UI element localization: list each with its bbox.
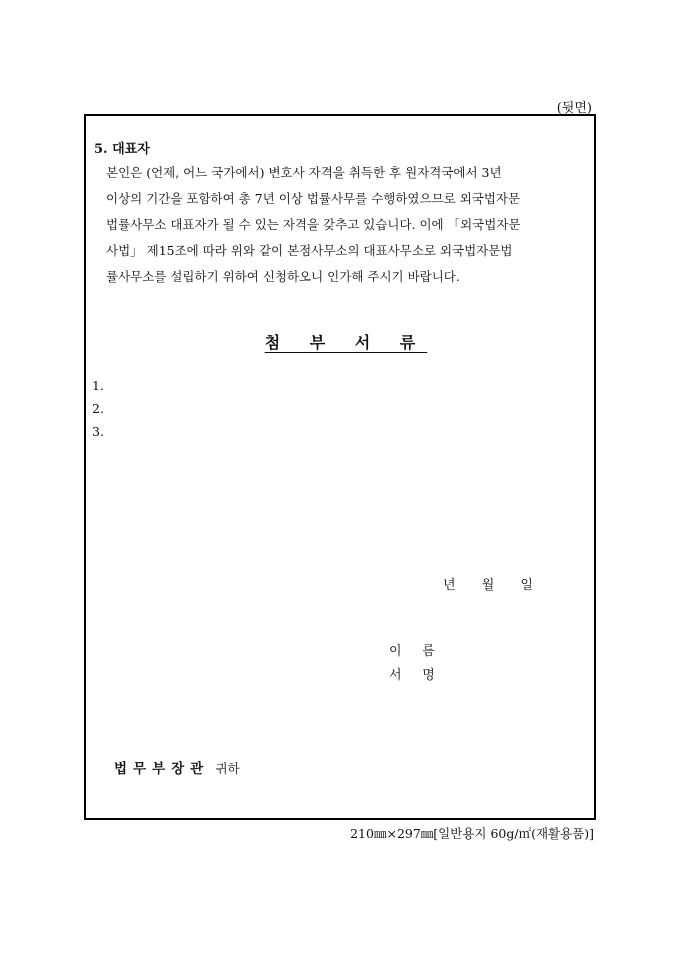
date-row (443, 574, 555, 593)
addressee-name: 법무부장관 (114, 761, 210, 777)
attachment-item: 3. (92, 424, 104, 439)
declaration-paragraph (106, 160, 592, 290)
declaration-line: 률사무소를 설립하기 위하여 신청하오니 인가해 주시기 바랍니다. (106, 269, 460, 284)
declaration-line: 이상의 기간을 포함하여 총 7년 이상 법률사무를 수행하였으므로 외국법자문 (106, 191, 521, 206)
attachments-title: 첨 부 서 류 (264, 333, 428, 352)
declaration-line: 본인은 (언제, 어느 국가에서) 변호사 자격을 취득한 후 원자격국에서 3년 (106, 165, 502, 180)
date-month: 월 (481, 578, 495, 593)
form-frame (84, 114, 596, 820)
date-day: 일 (520, 578, 533, 593)
attachment-item: 1. (92, 378, 104, 393)
section-title: 5. 대표자 (94, 142, 150, 157)
paper-spec: 210㎜×297㎜[일반용지 60g/㎡(재활용품)] (350, 826, 594, 841)
addressee-honorific: 귀하 (215, 761, 240, 776)
name-row (389, 640, 435, 659)
sign-label: 서 명 (389, 668, 435, 683)
page-side-label: (뒷면) (556, 101, 592, 116)
attachment-item: 2. (92, 401, 104, 416)
date-year: 년 (443, 578, 456, 593)
addressee (114, 757, 240, 777)
declaration-line: 사법」 제15조에 따라 위와 같이 본점사무소의 대표사무소로 외국법자문법 (106, 243, 513, 258)
name-label: 이 름 (389, 644, 435, 659)
attachments-heading (86, 330, 594, 353)
attachments-list (92, 378, 104, 447)
declaration-line: 법률사무소 대표자가 될 수 있는 자격을 갖추고 있습니다. 이에 「외국법자문 (106, 217, 521, 232)
sign-row (389, 664, 435, 683)
